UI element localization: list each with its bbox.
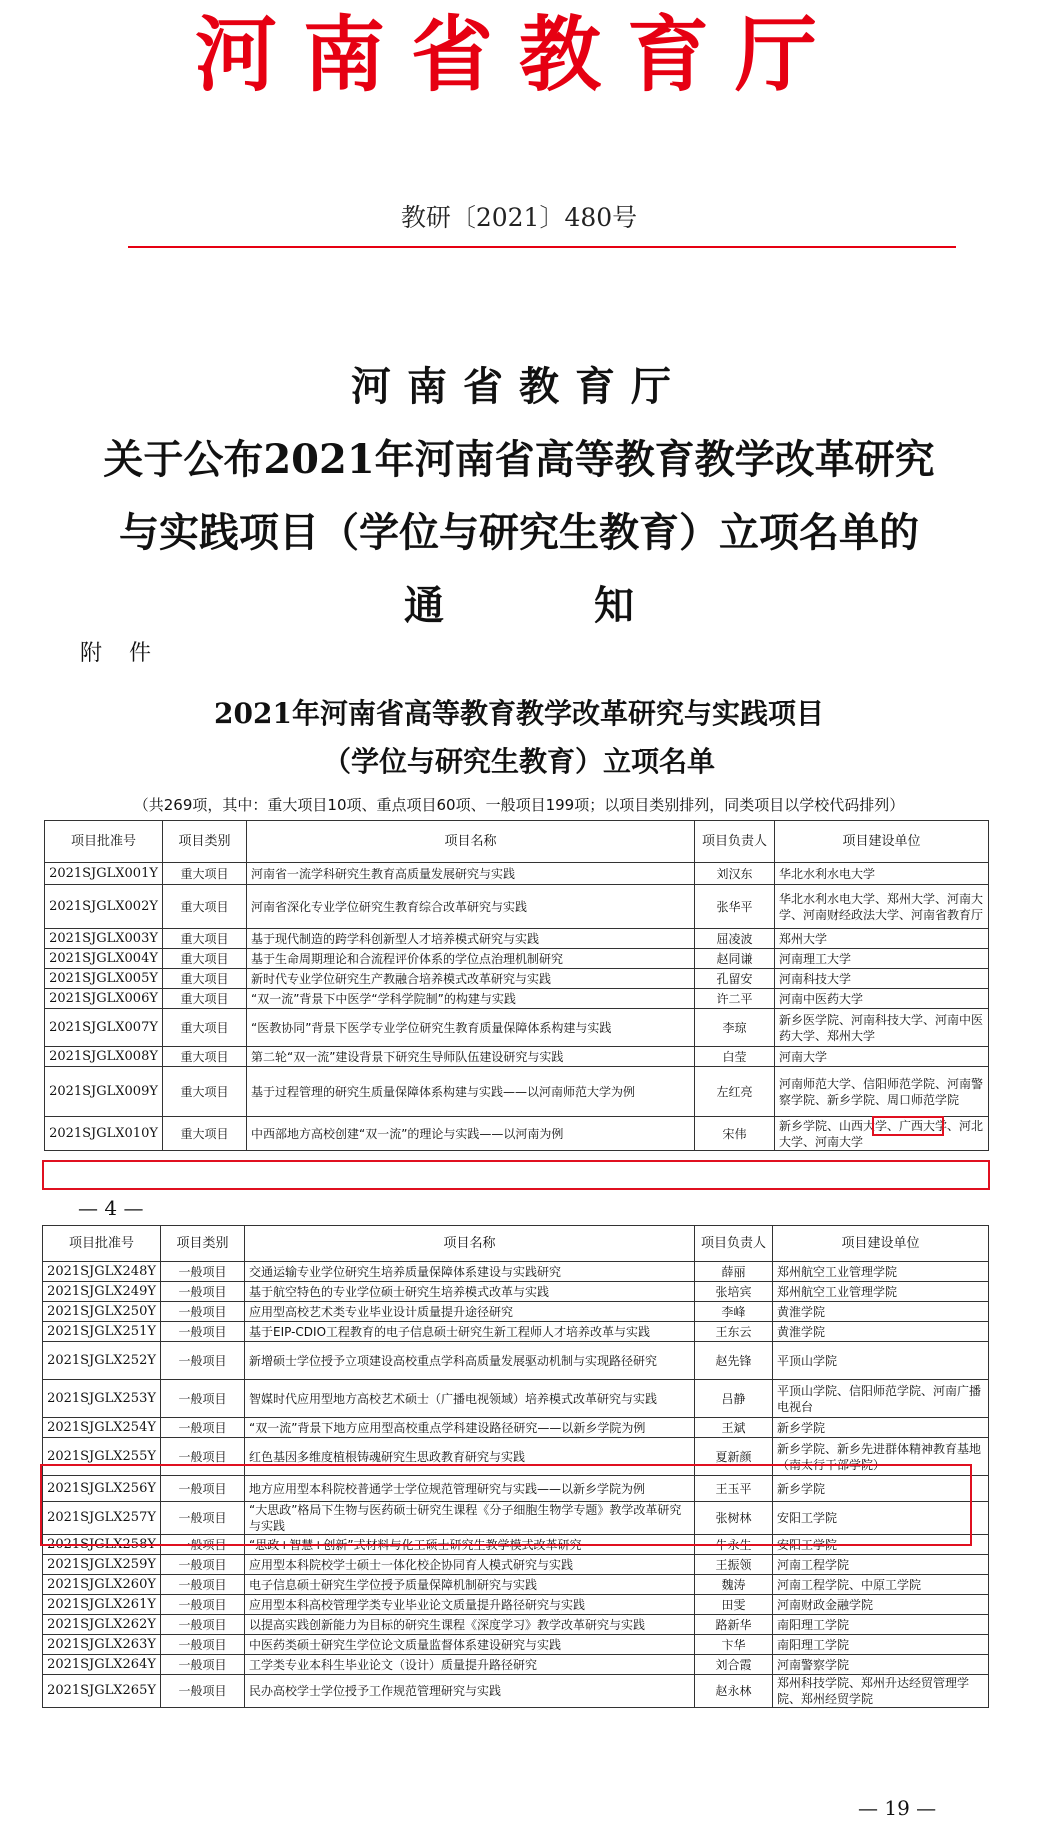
project-type: 重大项目: [163, 1047, 247, 1067]
project-leader: 牛永生: [695, 1535, 773, 1555]
project-id: 2021SJGLX250Y: [43, 1302, 161, 1322]
project-type: 一般项目: [161, 1575, 245, 1595]
column-header: 项目批准号: [45, 821, 163, 863]
project-type: 一般项目: [161, 1380, 245, 1418]
project-type: 重大项目: [163, 863, 247, 885]
project-type: 一般项目: [161, 1502, 245, 1535]
project-unit: 郑州航空工业管理学院: [773, 1282, 989, 1302]
highlight-box-xinxiang-unit: [872, 1116, 944, 1136]
project-unit: 华北水利水电大学、郑州大学、河南大学、河南财经政法大学、河南省教育厅: [775, 885, 989, 929]
masthead-title: 河南省教育厅: [194, 7, 843, 103]
project-name: 交通运输专业学位研究生培养质量保障体系建设与实践研究: [245, 1262, 695, 1282]
table-row: [45, 863, 989, 885]
project-name: 河南省一流学科研究生教育高质量发展研究与实践: [247, 863, 695, 885]
project-id: 2021SJGLX248Y: [43, 1262, 161, 1282]
table-row: [43, 1262, 989, 1282]
project-name: “医教协同”背景下医学专业学位研究生教育质量保障体系构建与实践: [247, 1009, 695, 1047]
title-line-2: 关于公布2021年河南省高等教育教学改革研究: [103, 436, 935, 483]
project-unit: 南阳理工学院: [773, 1615, 989, 1635]
project-name: “思政+智慧+创新”式材料与化工硕士研究生教学模式改革研究: [245, 1535, 695, 1555]
project-leader: 张华平: [695, 885, 775, 929]
project-id: 2021SJGLX263Y: [43, 1635, 161, 1655]
project-leader: 李峰: [695, 1302, 773, 1322]
table-row: [43, 1342, 989, 1380]
project-unit: 河南科技大学: [775, 969, 989, 989]
project-table-1: [44, 820, 989, 1151]
project-type: 一般项目: [161, 1675, 245, 1708]
project-leader: 刘汉东: [695, 863, 775, 885]
project-unit: 郑州大学: [775, 929, 989, 949]
project-unit: 平顶山学院、信阳师范学院、河南广播电视台: [773, 1380, 989, 1418]
table-row: [45, 929, 989, 949]
project-leader: 田雯: [695, 1595, 773, 1615]
project-unit: 河南工程学院: [773, 1555, 989, 1575]
project-name: 电子信息硕士研究生学位授予质量保障机制研究与实践: [245, 1575, 695, 1595]
project-leader: 王东云: [695, 1322, 773, 1342]
project-name: 应用型本科院校学士硕士一体化校企协同育人模式研究与实践: [245, 1555, 695, 1575]
project-unit: 河南警察学院: [773, 1655, 989, 1675]
project-id: 2021SJGLX255Y: [43, 1438, 161, 1476]
project-type: 一般项目: [161, 1418, 245, 1438]
column-header: 项目负责人: [695, 821, 775, 863]
project-leader: 许二平: [695, 989, 775, 1009]
column-header: 项目名称: [245, 1226, 695, 1262]
table-row: [43, 1282, 989, 1302]
project-type: 一般项目: [161, 1262, 245, 1282]
project-type: 一般项目: [161, 1595, 245, 1615]
project-id: 2021SJGLX001Y: [45, 863, 163, 885]
page-number-4: — 4 —: [78, 1196, 144, 1220]
table-row: [43, 1635, 989, 1655]
project-id: 2021SJGLX006Y: [45, 989, 163, 1009]
project-leader: 卞华: [695, 1635, 773, 1655]
project-type: 重大项目: [163, 1009, 247, 1047]
project-type: 重大项目: [163, 989, 247, 1009]
project-name: 基于过程管理的研究生质量保障体系构建与实践——以河南师范大学为例: [247, 1067, 695, 1117]
project-name: 应用型高校艺术类专业毕业设计质量提升途径研究: [245, 1302, 695, 1322]
table-row: [43, 1302, 989, 1322]
project-type: 重大项目: [163, 885, 247, 929]
project-unit: 河南理工大学: [775, 949, 989, 969]
project-id: 2021SJGLX253Y: [43, 1380, 161, 1418]
project-type: 一般项目: [161, 1615, 245, 1635]
project-leader: 赵先锋: [695, 1342, 773, 1380]
table-row: [45, 1047, 989, 1067]
project-unit: 新乡学院、新乡先进群体精神教育基地（南太行干部学院）: [773, 1438, 989, 1476]
project-name: 河南省深化专业学位研究生教育综合改革研究与实践: [247, 885, 695, 929]
project-unit: 华北水利水电大学: [775, 863, 989, 885]
project-leader: 赵同谦: [695, 949, 775, 969]
project-type: 一般项目: [161, 1438, 245, 1476]
table-row: [43, 1575, 989, 1595]
project-type: 一般项目: [161, 1535, 245, 1555]
project-unit: 黄淮学院: [773, 1302, 989, 1322]
summary-note: （共269项，其中：重大项目10项、重点项目60项、一般项目199项；以项目类别排列，同类项目以学校代码排列）: [133, 796, 905, 814]
project-type: 重大项目: [163, 1117, 247, 1151]
project-name: “大思政”格局下生物与医药硕士研究生课程《分子细胞生物学专题》教学改革研究与实践: [245, 1502, 695, 1535]
project-leader: 薛丽: [695, 1262, 773, 1282]
column-header: 项目类别: [161, 1226, 245, 1262]
project-type: 一般项目: [161, 1322, 245, 1342]
project-leader: 屈凌波: [695, 929, 775, 949]
project-type: 重大项目: [163, 1067, 247, 1117]
project-unit: 平顶山学院: [773, 1342, 989, 1380]
document-number: 教研〔2021〕480号: [400, 203, 638, 232]
project-id: 2021SJGLX003Y: [45, 929, 163, 949]
page-number-19: — 19 —: [858, 1796, 937, 1820]
project-name: 地方应用型本科院校普通学士学位规范管理研究与实践——以新乡学院为例: [245, 1476, 695, 1502]
project-unit: 郑州航空工业管理学院: [773, 1262, 989, 1282]
project-id: 2021SJGLX256Y: [43, 1476, 161, 1502]
project-name: 基于现代制造的跨学科创新型人才培养模式研究与实践: [247, 929, 695, 949]
title-line-1: 河南省教育厅: [351, 363, 687, 410]
project-leader: 王斌: [695, 1418, 773, 1438]
column-header: 项目建设单位: [775, 821, 989, 863]
project-unit: 安阳工学院: [773, 1502, 989, 1535]
table-row: [45, 1009, 989, 1047]
project-unit: 新乡学院: [773, 1476, 989, 1502]
project-name: 民办高校学士学位授予工作规范管理研究与实践: [245, 1675, 695, 1708]
project-unit: 郑州科技学院、郑州升达经贸管理学院、郑州经贸学院: [773, 1675, 989, 1708]
column-header: 项目类别: [163, 821, 247, 863]
project-leader: 张树林: [695, 1502, 773, 1535]
project-name: 基于生命周期理论和合流程评价体系的学位点治理机制研究: [247, 949, 695, 969]
project-name: 红色基因多维度植根铸魂研究生思政教育研究与实践: [245, 1438, 695, 1476]
project-leader: 李琼: [695, 1009, 775, 1047]
project-type: 一般项目: [161, 1342, 245, 1380]
attachment-label: 附 件: [80, 641, 161, 666]
project-name: 基于EIP-CDIO工程教育的电子信息硕士研究生新工程师人才培养改革与实践: [245, 1322, 695, 1342]
table-row: [43, 1418, 989, 1438]
table-row: [45, 989, 989, 1009]
table-row: [45, 885, 989, 929]
project-name: 以提高实践创新能力为目标的研究生课程《深度学习》教学改革研究与实践: [245, 1615, 695, 1635]
list-title-line-2: （学位与研究生教育）立项名单: [322, 745, 715, 778]
project-unit: 河南大学: [775, 1047, 989, 1067]
project-unit: 河南中医药大学: [775, 989, 989, 1009]
list-title-line-1: 2021年河南省高等教育教学改革研究与实践项目: [214, 697, 824, 730]
table-row: [43, 1322, 989, 1342]
project-unit: 新乡医学院、河南科技大学、河南中医药大学、郑州大学: [775, 1009, 989, 1047]
project-id: 2021SJGLX007Y: [45, 1009, 163, 1047]
table-row: [43, 1380, 989, 1418]
column-header: 项目负责人: [695, 1226, 773, 1262]
project-type: 重大项目: [163, 969, 247, 989]
table-row: [43, 1555, 989, 1575]
project-id: 2021SJGLX004Y: [45, 949, 163, 969]
project-name: 智媒时代应用型地方高校艺术硕士（广播电视领域）培养模式改革研究与实践: [245, 1380, 695, 1418]
project-name: 新增硕士学位授予立项建设高校重点学科高质量发展驱动机制与实现路径研究: [245, 1342, 695, 1380]
project-type: 一般项目: [161, 1282, 245, 1302]
project-type: 一般项目: [161, 1635, 245, 1655]
project-id: 2021SJGLX264Y: [43, 1655, 161, 1675]
list-title: [0, 690, 1038, 786]
project-leader: 魏涛: [695, 1575, 773, 1595]
project-type: 一般项目: [161, 1302, 245, 1322]
project-id: 2021SJGLX008Y: [45, 1047, 163, 1067]
project-leader: 王玉平: [695, 1476, 773, 1502]
project-type: 重大项目: [163, 949, 247, 969]
table-row: [43, 1595, 989, 1615]
project-unit: 南阳理工学院: [773, 1635, 989, 1655]
project-id: 2021SJGLX258Y: [43, 1535, 161, 1555]
project-leader: 孔留安: [695, 969, 775, 989]
project-id: 2021SJGLX254Y: [43, 1418, 161, 1438]
project-unit: 新乡学院、山西大学、广西大学、河北大学、河南大学: [775, 1117, 989, 1151]
title-line-3: 与实践项目（学位与研究生教育）立项名单的: [119, 509, 919, 556]
project-name: “双一流”背景下中医学“学科学院制”的构建与实践: [247, 989, 695, 1009]
column-header: 项目批准号: [43, 1226, 161, 1262]
project-name: “双一流”背景下地方应用型高校重点学科建设路径研究——以新乡学院为例: [245, 1418, 695, 1438]
project-unit: 黄淮学院: [773, 1322, 989, 1342]
column-header: 项目建设单位: [773, 1226, 989, 1262]
notice-title: [0, 350, 1038, 642]
table-header-row: [43, 1226, 989, 1262]
table-row: [45, 949, 989, 969]
project-unit: 新乡学院: [773, 1418, 989, 1438]
project-type: 一般项目: [161, 1555, 245, 1575]
project-name: 中西部地方高校创建“双一流”的理论与实践——以河南为例: [247, 1117, 695, 1151]
project-id: 2021SJGLX262Y: [43, 1615, 161, 1635]
project-id: 2021SJGLX265Y: [43, 1675, 161, 1708]
project-id: 2021SJGLX257Y: [43, 1502, 161, 1535]
project-leader: 宋伟: [695, 1117, 775, 1151]
project-leader: 王振领: [695, 1555, 773, 1575]
highlight-box-rows-254-256: [40, 1464, 972, 1546]
table-row: [43, 1615, 989, 1635]
table-row: [43, 1675, 989, 1708]
project-leader: 路新华: [695, 1615, 773, 1635]
project-name: 中医药类硕士研究生学位论文质量监督体系建设研究与实践: [245, 1635, 695, 1655]
project-unit: 河南师范大学、信阳师范学院、河南警察学院、新乡学院、周口师范学院: [775, 1067, 989, 1117]
project-id: 2021SJGLX261Y: [43, 1595, 161, 1615]
highlight-box-row-010: [42, 1160, 990, 1190]
table-row: [43, 1655, 989, 1675]
project-leader: 刘合霞: [695, 1655, 773, 1675]
project-leader: 吕静: [695, 1380, 773, 1418]
table-row: [45, 1067, 989, 1117]
column-header: 项目名称: [247, 821, 695, 863]
project-name: 工学类专业本科生毕业论文（设计）质量提升路径研究: [245, 1655, 695, 1675]
project-id: 2021SJGLX252Y: [43, 1342, 161, 1380]
project-id: 2021SJGLX260Y: [43, 1575, 161, 1595]
table-header-row: [45, 821, 989, 863]
project-type: 一般项目: [161, 1476, 245, 1502]
project-id: 2021SJGLX010Y: [45, 1117, 163, 1151]
project-id: 2021SJGLX002Y: [45, 885, 163, 929]
project-id: 2021SJGLX251Y: [43, 1322, 161, 1342]
project-id: 2021SJGLX259Y: [43, 1555, 161, 1575]
project-leader: 张培宾: [695, 1282, 773, 1302]
project-type: 一般项目: [161, 1655, 245, 1675]
red-divider: [128, 246, 956, 248]
project-name: 基于航空特色的专业学位硕士研究生培养模式改革与实践: [245, 1282, 695, 1302]
table-row: [45, 969, 989, 989]
project-unit: 河南财政金融学院: [773, 1595, 989, 1615]
table-row: [45, 1117, 989, 1151]
project-unit: 安阳工学院: [773, 1535, 989, 1555]
project-name: 应用型本科高校管理学类专业毕业论文质量提升路径研究与实践: [245, 1595, 695, 1615]
project-name: 第二轮“双一流”建设背景下研究生导师队伍建设研究与实践: [247, 1047, 695, 1067]
title-line-4: 通知: [404, 582, 784, 629]
project-leader: 左红亮: [695, 1067, 775, 1117]
project-leader: 白莹: [695, 1047, 775, 1067]
project-type: 重大项目: [163, 929, 247, 949]
project-id: 2021SJGLX005Y: [45, 969, 163, 989]
project-id: 2021SJGLX009Y: [45, 1067, 163, 1117]
project-unit: 河南工程学院、中原工学院: [773, 1575, 989, 1595]
project-leader: 夏新颜: [695, 1438, 773, 1476]
project-id: 2021SJGLX249Y: [43, 1282, 161, 1302]
project-leader: 赵永林: [695, 1675, 773, 1708]
project-name: 新时代专业学位研究生产教融合培养模式改革研究与实践: [247, 969, 695, 989]
